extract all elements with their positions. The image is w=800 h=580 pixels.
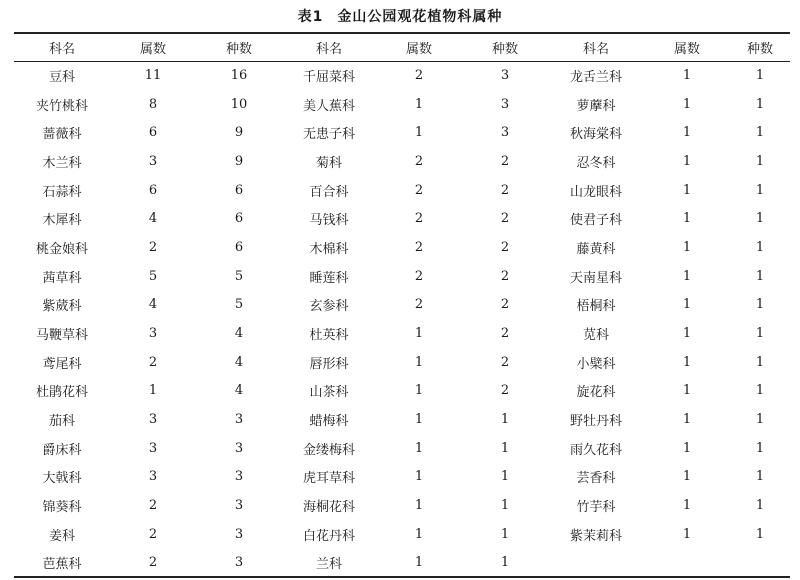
table-cell: 1 <box>682 211 692 227</box>
table-cell: 野牡丹科 <box>569 414 622 430</box>
table-cell: 蔷薇科 <box>42 127 82 143</box>
table-cell: 4 <box>234 354 244 370</box>
table-cell: 1 <box>500 555 510 571</box>
plant-family-table <box>14 32 790 578</box>
table-cell: 6 <box>234 211 244 227</box>
table-cell: 1 <box>682 182 692 198</box>
table-cell: 菊科 <box>315 155 342 171</box>
table-cell: 1 <box>755 96 765 112</box>
table-cell: 1 <box>414 498 424 514</box>
table-cell: 3 <box>148 153 158 169</box>
table-cell: 3 <box>500 68 510 84</box>
table-cell: 马钱科 <box>309 213 349 229</box>
table-row <box>14 118 790 147</box>
table-cell: 4 <box>148 297 158 313</box>
table-cell: 山茶科 <box>309 385 349 401</box>
table-cell: 紫茉莉科 <box>569 528 622 544</box>
table-row <box>14 61 790 90</box>
table-cell: 3 <box>234 469 244 485</box>
table-cell: 1 <box>682 440 692 456</box>
table-row <box>14 463 790 492</box>
table-cell: 1 <box>755 469 765 485</box>
table-cell: 蜡梅科 <box>309 414 349 430</box>
table-cell <box>548 549 644 578</box>
table-cell: 1 <box>755 326 765 342</box>
table-cell: 秋海棠科 <box>569 127 622 143</box>
column-header: 属数 <box>673 41 700 57</box>
table-cell: 竹芋科 <box>576 500 616 516</box>
table-cell: 6 <box>234 239 244 255</box>
table-cell: 美人蕉科 <box>302 98 355 114</box>
table-cell: 1 <box>755 297 765 313</box>
table-row <box>14 319 790 348</box>
table-row <box>14 204 790 233</box>
table-row <box>14 405 790 434</box>
table-cell: 1 <box>755 239 765 255</box>
column-header: 属数 <box>405 41 432 57</box>
table-cell: 爵床科 <box>42 442 82 458</box>
table-cell: 1 <box>682 96 692 112</box>
table-cell: 鸢尾科 <box>42 356 82 372</box>
table-cell: 茜草科 <box>42 270 82 286</box>
table-cell: 1 <box>500 498 510 514</box>
table-cell: 3 <box>234 440 244 456</box>
table-cell: 1 <box>755 440 765 456</box>
column-header: 种数 <box>491 41 518 57</box>
table-cell: 9 <box>234 153 244 169</box>
table-cell: 龙舌兰科 <box>569 70 622 86</box>
table-cell: 藤黄科 <box>576 241 616 257</box>
table-cell: 2 <box>500 211 510 227</box>
table-cell: 茄科 <box>48 414 75 430</box>
table-cell: 2 <box>414 68 424 84</box>
table-cell: 2 <box>500 239 510 255</box>
table-cell: 9 <box>234 125 244 141</box>
table-cell: 金缕梅科 <box>302 442 355 458</box>
table-cell: 天南星科 <box>569 270 622 286</box>
table-cell: 3 <box>234 412 244 428</box>
table-cell: 3 <box>148 326 158 342</box>
table-cell <box>730 549 790 578</box>
table-cell: 2 <box>500 182 510 198</box>
table-cell: 2 <box>500 326 510 342</box>
table-cell: 1 <box>500 412 510 428</box>
table-cell: 1 <box>682 297 692 313</box>
table-cell: 旋花科 <box>576 385 616 401</box>
table-cell: 2 <box>148 526 158 542</box>
table-cell: 木棉科 <box>309 241 349 257</box>
table-cell: 杜英科 <box>309 328 349 344</box>
table-row <box>14 348 790 377</box>
table-cell: 唇形科 <box>309 356 349 372</box>
table-cell: 无患子科 <box>302 127 355 143</box>
table-row <box>14 520 790 549</box>
table-cell: 海桐花科 <box>302 500 355 516</box>
table-cell: 1 <box>414 383 424 399</box>
table-cell: 1 <box>414 555 424 571</box>
table-cell: 1 <box>755 211 765 227</box>
table-cell: 3 <box>148 412 158 428</box>
column-header: 科名 <box>582 41 609 57</box>
table-cell: 1 <box>414 412 424 428</box>
table-cell: 1 <box>682 268 692 284</box>
table-cell: 4 <box>148 211 158 227</box>
table-cell: 2 <box>414 268 424 284</box>
table-row <box>14 377 790 406</box>
table-row <box>14 233 790 262</box>
table-cell: 3 <box>148 440 158 456</box>
column-header: 种数 <box>225 41 252 57</box>
table-cell: 豆科 <box>48 70 75 86</box>
table-cell: 1 <box>148 383 158 399</box>
table-cell: 1 <box>414 326 424 342</box>
table-cell: 2 <box>414 182 424 198</box>
table-cell: 1 <box>755 268 765 284</box>
table-row <box>14 147 790 176</box>
column-header: 属数 <box>139 41 166 57</box>
table-cell: 1 <box>755 383 765 399</box>
table-cell: 2 <box>414 211 424 227</box>
table-cell: 10 <box>230 96 248 112</box>
table-cell: 虎耳草科 <box>302 471 355 487</box>
table-cell: 2 <box>414 153 424 169</box>
table-cell: 5 <box>234 268 244 284</box>
table-cell: 1 <box>500 469 510 485</box>
column-header: 科名 <box>315 41 342 57</box>
table-cell: 兰科 <box>315 557 342 573</box>
table-cell: 1 <box>682 498 692 514</box>
table-cell: 2 <box>414 239 424 255</box>
table-row <box>14 491 790 520</box>
table-cell: 芭蕉科 <box>42 557 82 573</box>
table-cell: 5 <box>148 268 158 284</box>
table-cell: 苋科 <box>582 328 609 344</box>
table-cell: 使君子科 <box>569 213 622 229</box>
table-cell: 3 <box>234 498 244 514</box>
table-cell: 锦葵科 <box>42 500 82 516</box>
table-cell: 1 <box>414 125 424 141</box>
table-cell: 姜科 <box>48 528 75 544</box>
header-row <box>14 33 790 61</box>
table-cell: 8 <box>148 96 158 112</box>
table-cell: 3 <box>234 555 244 571</box>
table-cell: 睡莲科 <box>309 270 349 286</box>
table-cell: 11 <box>144 68 162 84</box>
table-cell: 2 <box>148 555 158 571</box>
table-cell: 1 <box>755 125 765 141</box>
table-row <box>14 176 790 205</box>
table-cell: 3 <box>500 96 510 112</box>
table-cell: 大戟科 <box>42 471 82 487</box>
table-cell: 3 <box>500 125 510 141</box>
table-cell: 杜鹃花科 <box>35 385 88 401</box>
table-row <box>14 434 790 463</box>
table-header <box>14 33 790 61</box>
table-cell: 1 <box>500 440 510 456</box>
table-cell: 2 <box>148 498 158 514</box>
table-cell: 小檗科 <box>576 356 616 372</box>
table-cell: 4 <box>234 326 244 342</box>
table-cell: 梧桐科 <box>576 299 616 315</box>
table-cell: 1 <box>682 469 692 485</box>
table-cell: 桃金娘科 <box>35 241 88 257</box>
table-cell: 1 <box>682 153 692 169</box>
table-cell: 1 <box>682 125 692 141</box>
table-cell: 1 <box>500 526 510 542</box>
table-cell: 3 <box>148 469 158 485</box>
table-cell: 雨久花科 <box>569 442 622 458</box>
table-cell: 2 <box>500 268 510 284</box>
table-cell: 3 <box>234 526 244 542</box>
table-cell: 1 <box>755 498 765 514</box>
table-cell: 1 <box>682 354 692 370</box>
table-cell: 山龙眼科 <box>569 184 622 200</box>
table-row <box>14 291 790 320</box>
table-cell: 马鞭草科 <box>35 328 88 344</box>
column-header: 种数 <box>746 41 773 57</box>
table-body <box>14 61 790 577</box>
table-row <box>14 262 790 291</box>
table-cell: 1 <box>755 526 765 542</box>
table-cell: 木兰科 <box>42 155 82 171</box>
table-cell: 6 <box>148 125 158 141</box>
table-cell: 萝藦科 <box>576 98 616 114</box>
table-cell: 木犀科 <box>42 213 82 229</box>
table-cell: 2 <box>148 239 158 255</box>
table-cell: 石蒜科 <box>42 184 82 200</box>
table-cell: 6 <box>234 182 244 198</box>
table-cell: 4 <box>234 383 244 399</box>
table-cell: 2 <box>500 153 510 169</box>
table-cell: 1 <box>682 326 692 342</box>
table-cell: 1 <box>414 354 424 370</box>
table-cell: 1 <box>682 239 692 255</box>
table-cell: 忍冬科 <box>576 155 616 171</box>
table-cell: 2 <box>500 383 510 399</box>
table-cell: 1 <box>682 526 692 542</box>
table-cell: 16 <box>230 68 248 84</box>
table-cell: 6 <box>148 182 158 198</box>
table-cell: 夹竹桃科 <box>35 98 88 114</box>
table-title: 金山公园观花植物科属种 <box>337 9 503 25</box>
table-cell: 1 <box>682 412 692 428</box>
table-cell: 5 <box>234 297 244 313</box>
table-cell: 1 <box>414 440 424 456</box>
table-cell: 2 <box>414 297 424 313</box>
table-cell: 芸香科 <box>576 471 616 487</box>
table-cell: 2 <box>500 297 510 313</box>
table-cell: 1 <box>755 354 765 370</box>
table-cell: 玄参科 <box>309 299 349 315</box>
table-cell: 1 <box>682 383 692 399</box>
table-cell: 1 <box>755 153 765 169</box>
table-cell: 白花丹科 <box>302 528 355 544</box>
table-cell: 1 <box>755 412 765 428</box>
table-row <box>14 90 790 119</box>
table-cell: 1 <box>414 526 424 542</box>
table-cell: 2 <box>148 354 158 370</box>
table-cell <box>644 549 730 578</box>
table-number: 表1 <box>297 9 324 25</box>
table-cell: 紫葳科 <box>42 299 82 315</box>
table-cell: 百合科 <box>309 184 349 200</box>
table-caption <box>0 6 800 26</box>
table-cell: 千屈菜科 <box>302 70 355 86</box>
table-cell: 1 <box>414 96 424 112</box>
table-cell: 1 <box>682 68 692 84</box>
table-cell: 1 <box>414 469 424 485</box>
table-cell: 1 <box>755 68 765 84</box>
table-row <box>14 549 790 578</box>
table-cell: 2 <box>500 354 510 370</box>
table-cell: 1 <box>755 182 765 198</box>
column-header: 科名 <box>48 41 75 57</box>
